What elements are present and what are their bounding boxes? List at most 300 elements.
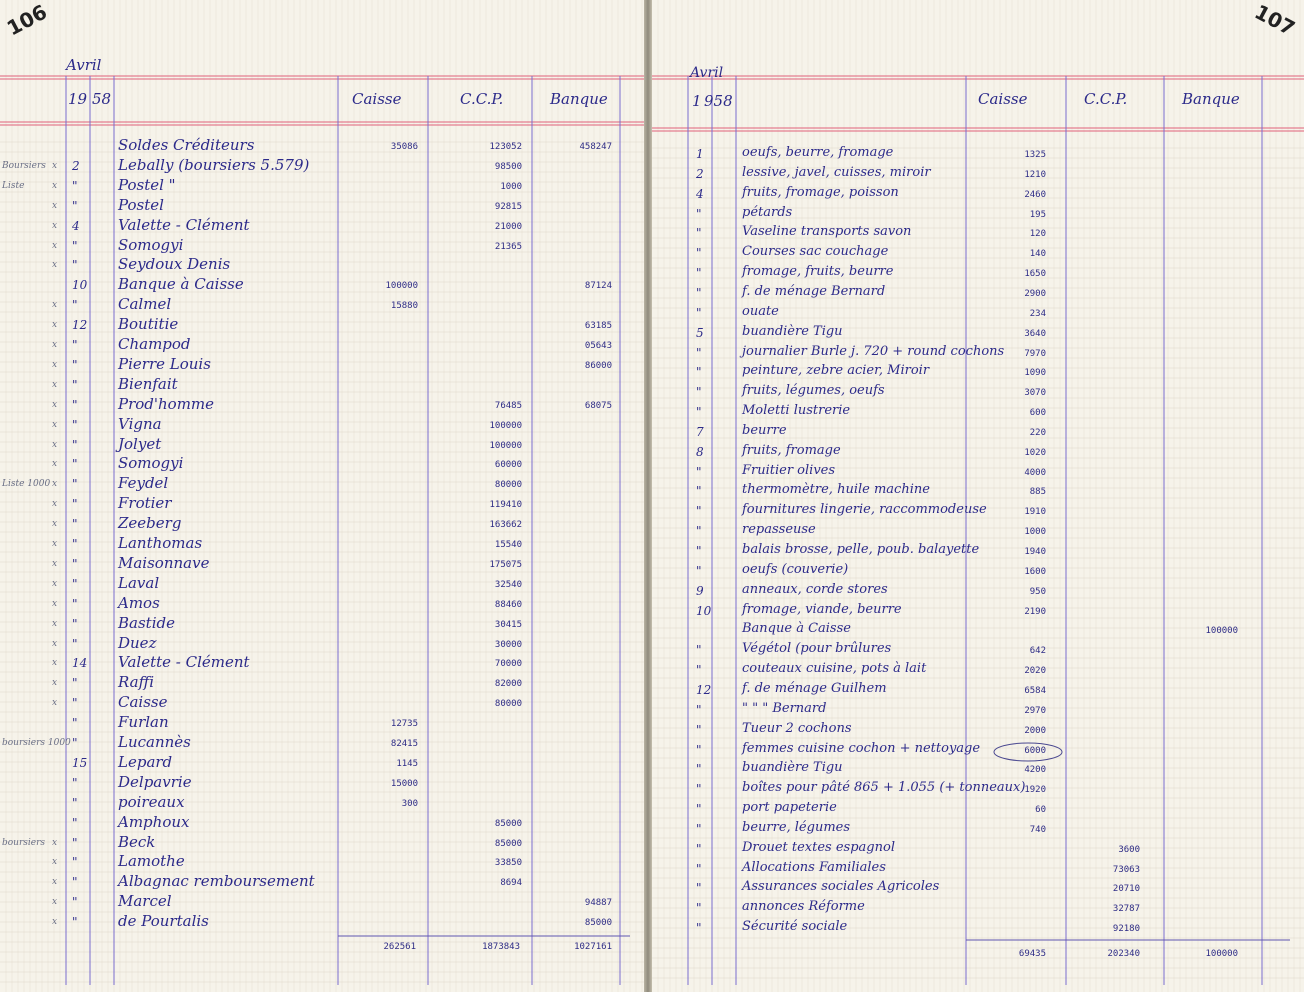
entry-day: ": [72, 616, 78, 631]
amount-caisse: 1940: [1024, 547, 1046, 557]
entry-day: ": [696, 544, 702, 558]
entry-day: ": [696, 246, 702, 261]
amount-caisse: 4000: [1024, 467, 1046, 478]
entry-description: Valette - Clément: [118, 653, 250, 672]
amount-caisse: 1090: [1024, 368, 1046, 379]
amount-caisse: 950: [1029, 586, 1046, 597]
amount-ccp: 85000: [494, 838, 522, 849]
amount-caisse: 15880: [390, 301, 418, 312]
check-mark: x: [52, 320, 58, 331]
entry-day: ": [696, 524, 702, 539]
amount-caisse: 2020: [1024, 666, 1046, 677]
amount-caisse: 3640: [1024, 328, 1046, 339]
entry-description: balais brosse, pelle, poub. balayette: [742, 542, 980, 557]
entry-description: Jolyet: [118, 434, 162, 453]
check-mark: x: [52, 459, 58, 470]
check-mark: x: [52, 200, 58, 211]
entry-description: fournitures lingerie, raccommodeuse: [742, 502, 987, 518]
entry-day: ": [72, 258, 78, 273]
entry-day: ": [696, 405, 702, 420]
entry-day: 10: [696, 603, 712, 618]
entry-day: 4: [72, 218, 80, 233]
entry-day: ": [696, 722, 702, 737]
total-caisse: 69435: [1018, 949, 1046, 959]
entry-description: Amos: [118, 593, 160, 612]
entry-description: Postel: [118, 195, 164, 214]
entry-description: Frotier: [118, 494, 172, 513]
entry-description: Postel ": [118, 175, 176, 194]
entry-description: Valette - Clément: [118, 215, 250, 234]
entry-description: Beck: [118, 832, 156, 851]
amount-ccp: 123052: [489, 142, 522, 152]
entry-description: lessive, javel, cuisses, miroir: [742, 164, 931, 180]
entry-description: Raffi: [118, 673, 155, 692]
entry-day: ": [72, 457, 78, 472]
amount-ccp: 20710: [1112, 884, 1140, 895]
check-mark: x: [52, 180, 58, 191]
entry-description: buandière Tigu: [742, 760, 843, 776]
amount-caisse: 7970: [1024, 348, 1046, 359]
amount-caisse: 4200: [1024, 765, 1046, 776]
entry-day: ": [72, 636, 78, 651]
amount-ccp: 21365: [494, 241, 522, 252]
column-header-ccp: C.C.P.: [1084, 90, 1128, 108]
amount-caisse: 35086: [390, 142, 418, 152]
entry-day: ": [72, 576, 78, 591]
check-mark: x: [52, 240, 58, 251]
entry-day: ": [72, 437, 78, 452]
check-mark: x: [52, 618, 58, 629]
amount-caisse: 600: [1029, 408, 1046, 419]
amount-caisse: 6584: [1024, 685, 1046, 696]
entry-description: femmes cuisine cochon + nettoyage: [742, 740, 981, 756]
entry-description: peinture, zebre acier, Miroir: [742, 363, 930, 379]
margin-note: boursiers: [2, 837, 46, 848]
check-mark: x: [52, 399, 58, 410]
entry-day: ": [696, 782, 702, 797]
margin-note: Boursiers: [2, 160, 46, 171]
month-label: Avril: [690, 65, 724, 81]
entry-day: 2: [696, 166, 704, 181]
entry-day: ": [696, 504, 702, 519]
amount-ccp: 1000: [500, 181, 522, 192]
entry-description: anneaux, corde stores: [742, 581, 888, 597]
entry-description: Soldes Créditeurs: [118, 136, 255, 154]
amount-ccp: 3600: [1118, 844, 1140, 855]
entry-description: port papeterie: [742, 800, 837, 816]
amount-ccp: 92180: [1112, 924, 1140, 935]
amount-caisse: 220: [1029, 427, 1046, 438]
entry-description: Albagnac remboursement: [118, 872, 315, 891]
entry-day: ": [696, 663, 702, 678]
amount-caisse: 6000: [1024, 745, 1046, 756]
amount-caisse: 1145: [396, 758, 418, 769]
entry-description: Banque à Caisse: [118, 275, 244, 294]
year-suffix: 58: [92, 90, 112, 108]
amount-ccp: 100000: [489, 440, 522, 451]
check-mark: x: [52, 698, 58, 709]
entry-description: Tueur 2 cochons: [742, 720, 852, 736]
column-header-ccp: C.C.P.: [460, 90, 504, 108]
entry-description: Feydel: [118, 474, 169, 493]
entry-description: Seydoux Denis: [118, 255, 231, 274]
amount-banque: 94887: [584, 898, 612, 909]
entry-description: thermomètre, huile machine: [742, 482, 930, 498]
entry-description: annonces Réforme: [742, 899, 865, 915]
entry-day: ": [696, 861, 702, 876]
entry-day: ": [72, 556, 78, 571]
column-header-banque: Banque: [1182, 90, 1240, 108]
entry-day: ": [72, 596, 78, 611]
entry-day: ": [696, 921, 702, 936]
entry-description: Vaseline transports savon: [742, 224, 912, 240]
column-header-banque: Banque: [550, 90, 608, 108]
amount-banque: 68075: [584, 400, 612, 411]
amount-caisse: 2000: [1024, 725, 1046, 736]
amount-caisse: 2970: [1024, 705, 1046, 716]
total-caisse: 262561: [383, 942, 416, 952]
entry-description: Caisse: [118, 693, 168, 712]
check-mark: x: [52, 300, 58, 311]
year-prefix: 1: [692, 92, 702, 110]
check-mark: x: [52, 917, 58, 928]
ledger-page-left: [0, 0, 644, 992]
entry-day: ": [72, 895, 78, 910]
entry-description: Allocations Familiales: [742, 859, 886, 875]
amount-ccp: 163662: [489, 520, 522, 531]
entry-description: Fruitier olives: [742, 462, 836, 478]
column-header-caisse: Caisse: [978, 90, 1028, 108]
entry-description: Assurances sociales Agricoles: [742, 879, 940, 895]
amount-ccp: 85000: [494, 818, 522, 829]
entry-description: Bastide: [118, 613, 175, 632]
amount-caisse: 642: [1029, 646, 1046, 657]
amount-ccp: 98500: [494, 161, 522, 172]
amount-ccp: 82000: [494, 679, 522, 690]
entry-day: 14: [72, 656, 88, 671]
entry-description: Maisonnave: [118, 553, 210, 572]
entry-day: ": [72, 736, 78, 750]
entry-day: ": [72, 795, 78, 810]
entry-day: ": [696, 841, 702, 856]
amount-ccp: 32787: [1112, 904, 1140, 915]
entry-day: 1: [696, 147, 704, 161]
entry-day: ": [696, 226, 702, 241]
entry-day: ": [696, 345, 702, 360]
entry-day: ": [696, 802, 702, 817]
check-mark: x: [52, 658, 58, 669]
amount-caisse: 15000: [390, 778, 418, 789]
entry-day: ": [696, 365, 702, 380]
entry-description: Marcel: [118, 892, 172, 911]
entry-description: Champod: [118, 335, 191, 353]
entry-description: Boutitie: [118, 315, 179, 334]
entry-description: Lamothe: [118, 852, 185, 871]
ledger-page-right: [652, 0, 1304, 992]
entry-description: Duez: [118, 633, 157, 652]
amount-caisse: 1020: [1024, 447, 1046, 458]
year-prefix: 19: [68, 90, 88, 108]
entry-day: 12: [696, 682, 712, 697]
amount-ccp: 80000: [494, 480, 522, 491]
entry-day: 10: [72, 278, 88, 293]
margin-note: Liste: [2, 180, 25, 191]
amount-ccp: 30000: [494, 639, 522, 650]
entry-description: Banque à Caisse: [742, 621, 851, 637]
entry-day: 12: [72, 318, 88, 333]
entry-description: Zeeberg: [118, 514, 182, 533]
entry-day: ": [72, 338, 78, 352]
entry-description: f. de ménage Bernard: [742, 283, 886, 299]
column-header-caisse: Caisse: [352, 90, 402, 108]
amount-caisse: 140: [1029, 249, 1046, 260]
entry-description: Prod'homme: [118, 394, 215, 413]
check-mark: x: [52, 519, 58, 530]
entry-description: Sécurité sociale: [742, 919, 848, 935]
entry-day: ": [72, 775, 78, 790]
entry-day: 7: [696, 424, 704, 439]
amount-caisse: 2900: [1024, 288, 1046, 299]
amount-banque: 86000: [584, 360, 612, 371]
entry-description: Courses sac couchage: [742, 244, 889, 260]
entry-day: ": [72, 815, 78, 830]
entry-description: " " " Bernard: [742, 700, 827, 716]
check-mark: x: [52, 220, 58, 231]
year-suffix: 958: [704, 92, 733, 110]
entry-day: ": [696, 702, 702, 717]
amount-ccp: 76485: [494, 400, 522, 411]
amount-ccp: 30415: [494, 619, 522, 630]
entry-description: Bienfait: [118, 374, 178, 393]
amount-banque: 85000: [584, 918, 612, 929]
entry-description: fromage, fruits, beurre: [742, 264, 894, 280]
check-mark: x: [52, 857, 58, 868]
check-mark: x: [52, 340, 58, 350]
entry-description: poireaux: [118, 792, 185, 811]
entry-description: Somogyi: [118, 235, 184, 254]
book-gutter: [644, 0, 652, 992]
entry-description: oeufs (couverie): [742, 561, 849, 577]
check-mark: x: [52, 837, 58, 848]
amount-ccp: 33850: [494, 858, 522, 869]
entry-day: 2: [72, 158, 80, 173]
amount-ccp: 100000: [489, 420, 522, 431]
amount-ccp: 88460: [494, 599, 522, 610]
entry-description: pétards: [742, 204, 793, 220]
entry-description: beurre, légumes: [742, 819, 851, 835]
entry-day: ": [696, 206, 702, 221]
entry-description: Somogyi: [118, 454, 184, 473]
check-mark: x: [52, 419, 58, 430]
entry-day: ": [72, 517, 78, 532]
amount-ccp: 70000: [494, 659, 522, 670]
entry-description: Vigna: [118, 414, 162, 433]
entry-description: ouate: [742, 303, 779, 319]
check-mark: x: [52, 598, 58, 609]
total-banque: 100000: [1205, 949, 1238, 959]
amount-ccp: 73063: [1112, 864, 1140, 875]
amount-banque: 100000: [1205, 626, 1238, 637]
amount-ccp: 15540: [494, 540, 522, 550]
entry-description: Lucannès: [118, 733, 191, 751]
entry-day: ": [72, 696, 78, 711]
amount-caisse: 100000: [385, 281, 418, 292]
entry-day: ": [696, 821, 702, 836]
entry-description: Amphoux: [118, 812, 190, 831]
amount-caisse: 1650: [1024, 269, 1046, 280]
amount-caisse: 234: [1029, 308, 1046, 319]
entry-day: ": [72, 875, 78, 890]
entry-day: ": [72, 537, 78, 551]
check-mark: x: [52, 638, 58, 649]
entry-day: ": [72, 417, 78, 432]
entry-description: buandière Tigu: [742, 323, 843, 339]
entry-description: de Pourtalis: [118, 912, 209, 931]
entry-day: ": [696, 762, 702, 777]
amount-ccp: 32540: [494, 579, 522, 590]
amount-caisse: 195: [1029, 209, 1046, 220]
amount-caisse: 1920: [1024, 785, 1046, 796]
amount-caisse: 2190: [1024, 606, 1046, 617]
entry-description: repasseuse: [742, 522, 816, 538]
amount-caisse: 1600: [1024, 566, 1046, 577]
entry-day: ": [696, 563, 702, 578]
entry-description: Laval: [118, 573, 160, 592]
amount-caisse: 82415: [390, 739, 418, 749]
entry-day: ": [696, 385, 702, 400]
entry-description: Furlan: [118, 713, 169, 732]
entry-description: Pierre Louis: [118, 354, 211, 373]
entry-day: ": [72, 178, 78, 193]
entry-day: ": [72, 835, 78, 850]
check-mark: x: [52, 379, 58, 390]
entry-description: f. de ménage Guilhem: [742, 680, 887, 696]
total-ccp: 202340: [1107, 949, 1140, 959]
amount-caisse: 740: [1029, 824, 1046, 835]
amount-banque: 63185: [584, 321, 612, 332]
entry-description: fromage, viande, beurre: [742, 601, 902, 617]
entry-day: ": [72, 377, 78, 392]
page-number: 106: [2, 0, 51, 41]
entry-description: fruits, fromage: [742, 442, 841, 458]
check-mark: x: [52, 678, 58, 689]
entry-day: ": [72, 357, 78, 372]
entry-day: ": [696, 901, 702, 916]
entry-description: Drouet textes espagnol: [742, 839, 895, 855]
amount-caisse: 12735: [390, 719, 418, 730]
amount-ccp: 119410: [489, 500, 522, 511]
amount-caisse: 300: [401, 798, 418, 809]
entry-day: ": [72, 238, 78, 253]
entry-description: Végétol (pour brûlures: [742, 641, 892, 657]
total-banque: 1027161: [574, 942, 612, 952]
entry-day: ": [72, 477, 78, 492]
entry-day: 4: [696, 186, 704, 201]
page-number: 107: [1250, 0, 1299, 41]
entry-description: fruits, fromage, poisson: [742, 184, 899, 200]
entry-description: journalier Burle j. 720 + round cochons: [742, 343, 1005, 359]
entry-day: ": [72, 298, 78, 313]
check-mark: x: [52, 897, 58, 908]
entry-day: ": [72, 676, 78, 691]
entry-description: boîtes pour pâté 865 + 1.055 (+ tonneaux): [742, 780, 1026, 796]
amount-ccp: 60000: [494, 460, 522, 471]
entry-day: 5: [696, 325, 704, 340]
amount-banque: 05643: [584, 341, 612, 351]
entry-day: ": [72, 915, 78, 930]
entry-day: ": [696, 285, 702, 300]
entry-description: Delpavrie: [118, 772, 192, 791]
check-mark: x: [52, 260, 58, 271]
entry-day: ": [696, 266, 702, 281]
entry-day: ": [72, 855, 78, 870]
entry-description: beurre: [742, 422, 787, 438]
amount-caisse: 885: [1029, 487, 1046, 498]
entry-description: Calmel: [118, 295, 172, 314]
entry-day: ": [72, 397, 78, 412]
entry-day: 8: [696, 444, 704, 459]
check-mark: x: [52, 578, 58, 589]
check-mark: x: [52, 539, 58, 549]
entry-description: Lebally (boursiers 5.579): [118, 155, 310, 174]
amount-ccp: 92815: [494, 201, 522, 212]
entry-day: ": [696, 305, 702, 320]
amount-caisse: 1910: [1024, 507, 1046, 518]
check-mark: x: [52, 439, 58, 450]
entry-day: 15: [72, 755, 88, 770]
entry-description: oeufs, beurre, fromage: [742, 145, 894, 160]
check-mark: x: [52, 479, 58, 490]
check-mark: x: [52, 558, 58, 569]
check-mark: x: [52, 160, 58, 171]
entry-description: Lanthomas: [118, 534, 203, 552]
amount-caisse: 1210: [1024, 169, 1046, 180]
amount-caisse: 2460: [1024, 189, 1046, 200]
amount-caisse: 1325: [1024, 150, 1046, 160]
entry-description: couteaux cuisine, pots à lait: [742, 661, 927, 677]
check-mark: x: [52, 359, 58, 370]
amount-caisse: 3070: [1024, 388, 1046, 399]
entry-description: Moletti lustrerie: [742, 403, 851, 419]
amount-caisse: 60: [1035, 805, 1046, 816]
month-label: Avril: [66, 56, 102, 74]
entry-description: fruits, légumes, oeufs: [742, 383, 885, 399]
amount-banque: 458247: [579, 142, 612, 152]
entry-day: ": [72, 198, 78, 213]
entry-day: 9: [696, 583, 704, 598]
total-ccp: 1873843: [482, 942, 520, 952]
entry-day: ": [72, 497, 78, 512]
amount-caisse: 120: [1029, 229, 1046, 240]
check-mark: x: [52, 877, 58, 888]
amount-ccp: 8694: [500, 878, 522, 889]
amount-caisse: 1000: [1024, 527, 1046, 538]
entry-description: Lepard: [118, 752, 173, 771]
entry-day: ": [696, 742, 702, 757]
entry-day: ": [696, 484, 702, 499]
check-mark: x: [52, 499, 58, 510]
entry-day: ": [696, 643, 702, 658]
entry-day: ": [72, 716, 78, 731]
amount-banque: 87124: [584, 281, 612, 292]
margin-note: Liste 1000: [2, 479, 51, 490]
margin-note: boursiers 1000: [2, 738, 71, 748]
amount-ccp: 175075: [489, 559, 522, 570]
amount-ccp: 21000: [494, 221, 522, 232]
amount-ccp: 80000: [494, 699, 522, 710]
entry-day: ": [696, 464, 702, 479]
entry-day: ": [696, 881, 702, 896]
